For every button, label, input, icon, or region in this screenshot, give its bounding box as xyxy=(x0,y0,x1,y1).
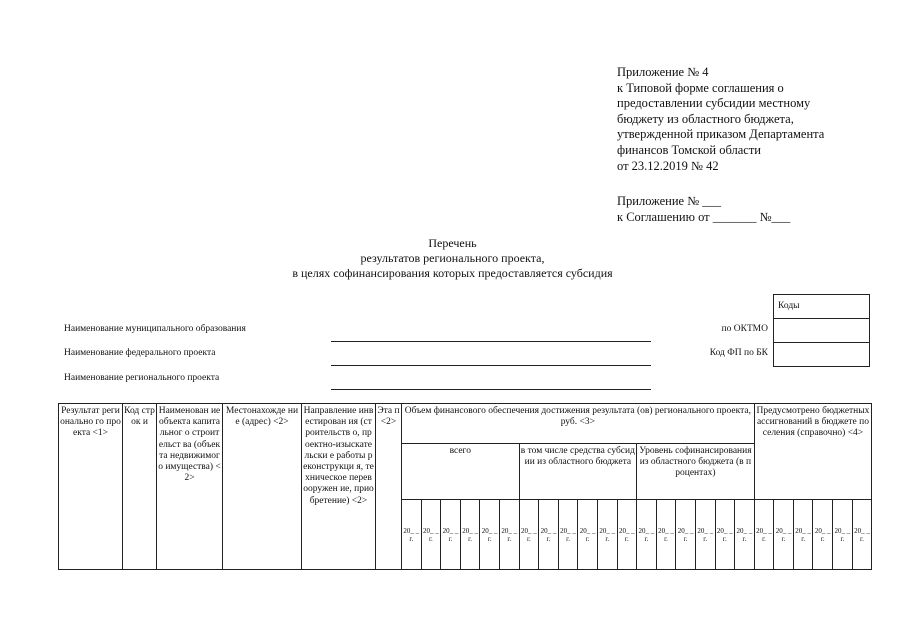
appendix-line: к Типовой форме соглашения о xyxy=(617,80,784,95)
year-cell: 20_ _ г. xyxy=(813,500,833,570)
year-cell: 20_ _ г. xyxy=(656,500,676,570)
title-line: Перечень xyxy=(428,236,477,250)
results-table xyxy=(58,403,872,570)
appendix-line: бюджету из областного бюджета, xyxy=(617,111,794,126)
year-cell: 20_ _ г. xyxy=(637,500,657,570)
header-result: Результат регионально го проекта <1> xyxy=(59,404,123,570)
year-cell: 20_ _ г. xyxy=(715,500,735,570)
codes-header: Коды xyxy=(778,301,800,311)
header-location: Местонахожде ние (адрес) <2> xyxy=(223,404,302,570)
appendix-line: утвержденной приказом Департамента xyxy=(617,127,825,142)
municipal-name-line[interactable] xyxy=(331,341,651,342)
appendix-line: Приложение № 4 xyxy=(617,65,709,79)
fp-code-label: Код ФП по БК xyxy=(709,348,768,358)
year-cell: 20_ _ г. xyxy=(460,500,480,570)
header-provided-allocations: Предусмотрено бюджетных ассигнований в бюджете поселения (справочно) <4> xyxy=(754,404,872,500)
year-cell: 20_ _ г. xyxy=(539,500,559,570)
appendix-header xyxy=(617,65,824,174)
year-cell: 20_ _ г. xyxy=(852,500,872,570)
year-cell: 20_ _ г. xyxy=(676,500,696,570)
federal-project-line[interactable] xyxy=(331,365,651,366)
header-total: всего xyxy=(402,444,520,500)
appendix-line: финансов Томской области xyxy=(617,142,761,157)
header-object-name: Наименован ие объекта капитальног о строительст ва (объекта недвижимог о имущества) <2> xyxy=(157,404,223,570)
regional-project-label: Наименование регионального проекта xyxy=(64,373,220,383)
year-cell: 20_ _ г. xyxy=(441,500,461,570)
title-line: результатов регионального проекта, xyxy=(360,251,545,265)
year-cell: 20_ _ г. xyxy=(558,500,578,570)
title-line: в целях софинансирования которых предоставляется субсидия xyxy=(292,266,613,280)
year-cell: 20_ _ г. xyxy=(735,500,755,570)
oktmo-label: по ОКТМО xyxy=(721,324,768,334)
year-cell: 20_ _ г. xyxy=(519,500,539,570)
year-cell: 20_ _ г. xyxy=(578,500,598,570)
document-title xyxy=(0,236,905,281)
year-cell: 20_ _ г. xyxy=(597,500,617,570)
agreement-appendix-header xyxy=(617,194,790,225)
year-cell: 20_ _ г. xyxy=(833,500,853,570)
regional-project-line[interactable] xyxy=(331,389,651,390)
federal-project-label: Наименование федерального проекта xyxy=(64,348,216,358)
header-stage: Эта п <2> xyxy=(376,404,402,570)
year-cell: 20_ _ г. xyxy=(480,500,500,570)
header-cofinancing-level: Уровень софинансирования из областного бюджета (в процентах) xyxy=(637,444,755,500)
header-line-code: Код строк и xyxy=(123,404,157,570)
appendix-line: от 23.12.2019 № 42 xyxy=(617,158,719,173)
year-cell: 20_ _ г. xyxy=(402,500,422,570)
header-investment-direction: Направление инвестирован ия (строительств о, проектно-изыскательски е работы реконструкци я, техническое перевооружен ие, приобретение) <2> xyxy=(302,404,376,570)
fp-code-cell[interactable] xyxy=(774,342,869,366)
year-cell: 20_ _ г. xyxy=(617,500,637,570)
agreement-appendix-line: к Соглашению от _______ №___ xyxy=(617,209,791,224)
municipal-name-label: Наименование муниципального образования xyxy=(64,324,246,334)
appendix-line: предоставлении субсидии местному xyxy=(617,96,811,111)
year-cell: 20_ _ г. xyxy=(754,500,774,570)
header-incl-regional-subsidy: в том числе средства субсидии из областного бюджета xyxy=(519,444,637,500)
year-cell: 20_ _ г. xyxy=(793,500,813,570)
header-financing-volume: Объем финансового обеспечения достижения результата (ов) регионального проекта, руб. <3> xyxy=(402,404,755,444)
codes-box xyxy=(773,294,870,367)
oktmo-code-cell[interactable] xyxy=(774,318,869,342)
year-cell: 20_ _ г. xyxy=(421,500,441,570)
agreement-appendix-line: Приложение № ___ xyxy=(617,194,722,208)
year-cell: 20_ _ г. xyxy=(499,500,519,570)
year-cell: 20_ _ г. xyxy=(695,500,715,570)
year-cell: 20_ _ г. xyxy=(774,500,794,570)
